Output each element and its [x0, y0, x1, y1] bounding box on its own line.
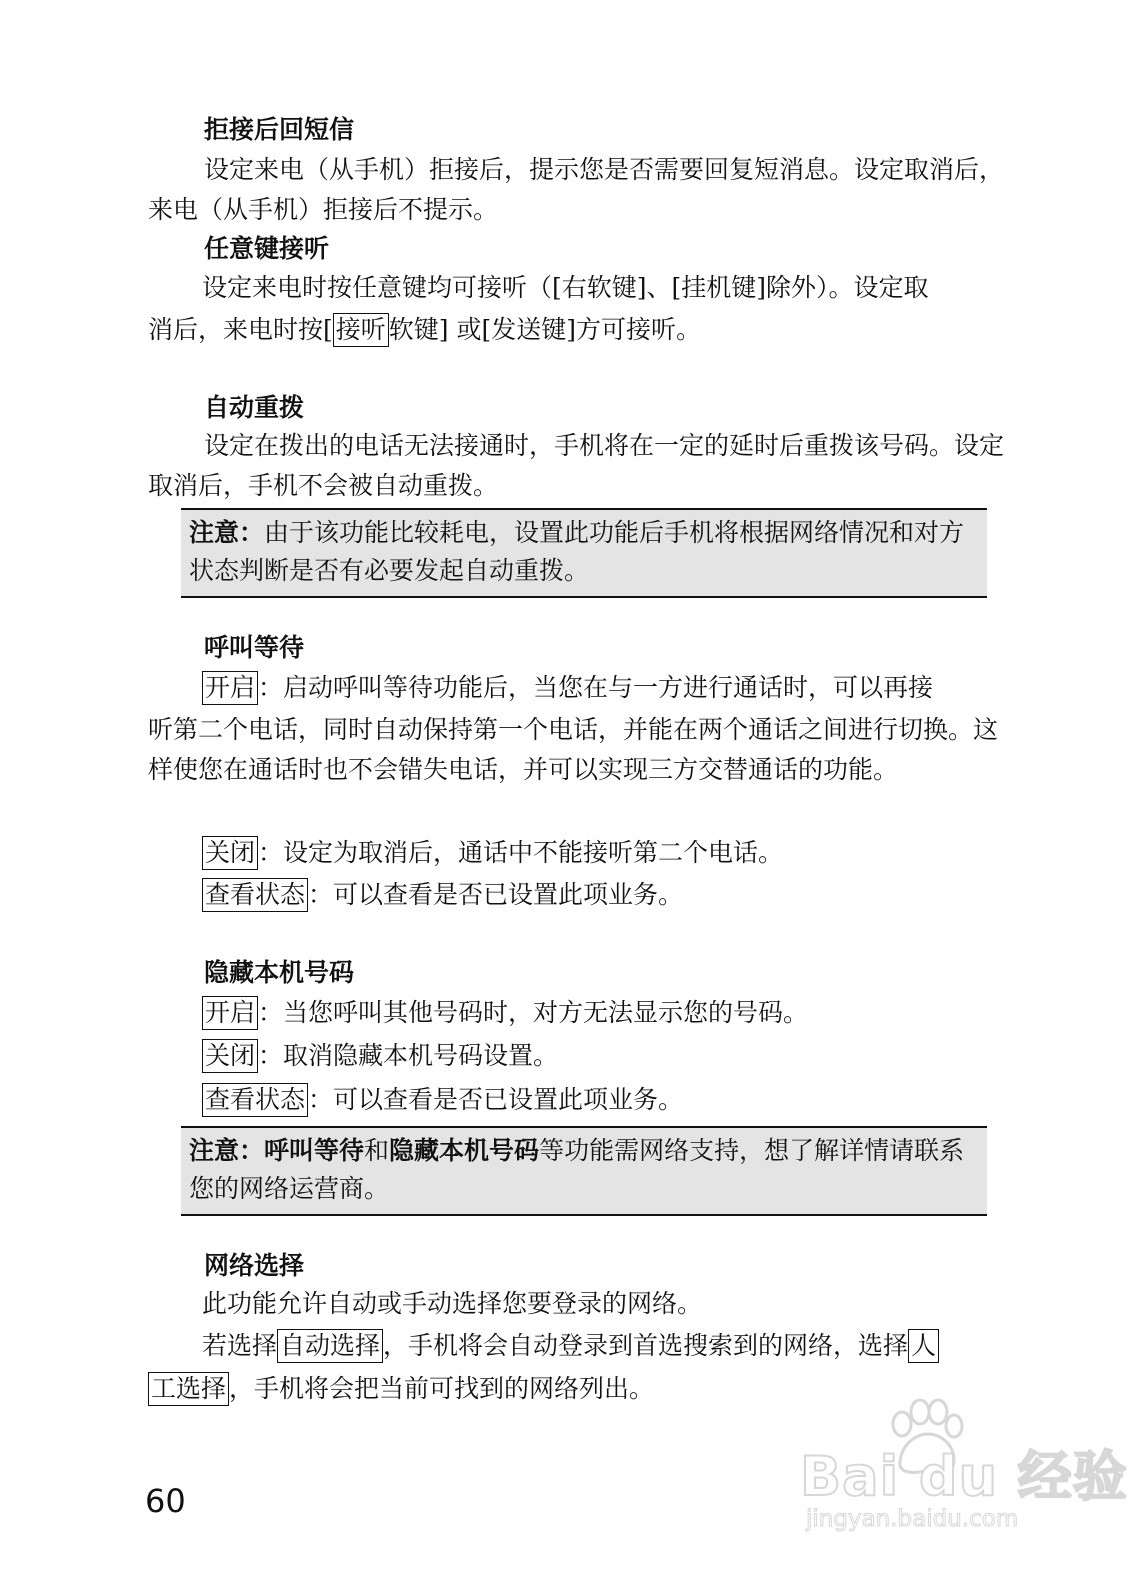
- hide-number-off-text: ：取消隐藏本机号码设置。: [258, 1041, 559, 1070]
- hide-number-off-line: [202, 1036, 1022, 1076]
- note-label: 注意：: [189, 518, 265, 547]
- call-waiting-on-desc: 听第二个电话，同时自动保持第一个电话，并能在两个通话之间进行切换。这样使您在通话时也不会错失电话，并可以实现三方交替通话的功能。: [148, 715, 999, 784]
- any-key-line1: 设定来电时按任意键均可接听（[右软键]、[挂机键]除外）。设定取: [202, 273, 929, 302]
- call-waiting-status-line: [202, 875, 1022, 915]
- call-waiting-on-text: ：启动呼叫等待功能后，当您在与一方进行通话时，可以再接: [258, 673, 934, 702]
- note-auto-redial: [181, 508, 987, 598]
- hide-number-on-text: ：当您呼叫其他号码时，对方无法显示您的号码。: [258, 998, 809, 1027]
- hide-number-status-box: 查看状态: [202, 1083, 308, 1117]
- hide-number-status-line: [202, 1080, 1022, 1120]
- watermark-url: jingyan.baidu.com: [806, 1506, 1019, 1532]
- note-bold-call-waiting: 呼叫等待: [264, 1136, 365, 1165]
- any-key-line2: [148, 310, 1018, 350]
- any-key-text-a: 消后，来电时按[: [148, 315, 333, 344]
- heading-reject-sms: 拒接后回短信: [204, 115, 355, 144]
- network-text-b: ，手机将会自动登录到首选搜索到的网络，选择: [383, 1331, 909, 1360]
- note-network-support: [181, 1126, 987, 1216]
- manual-select-box-end: 工选择: [148, 1372, 229, 1406]
- hide-number-on-box: 开启: [202, 996, 258, 1030]
- call-waiting-off-text: ：设定为取消后，通话中不能接听第二个电话。: [258, 838, 784, 867]
- note-text: 由于该功能比较耗电，设置此功能后手机将根据网络情况和对方状态判断是否有必要发起自动重拨。: [189, 518, 965, 585]
- baidu-watermark: [800, 1398, 1128, 1548]
- watermark-brand: Bai du 经验: [800, 1445, 1128, 1508]
- manual-select-box-start: 人: [908, 1329, 939, 1363]
- call-waiting-off-line: [202, 833, 1022, 873]
- note-bold-hide-number: 隐藏本机号码: [389, 1136, 540, 1165]
- note-mid: 和: [364, 1136, 390, 1165]
- note-label: 注意：: [189, 1136, 265, 1165]
- call-waiting-on-line: [202, 668, 1022, 708]
- auto-redial-body: 设定在拨出的电话无法接通时，手机将在一定的延时后重拨该号码。设定取消后，手机不会被自动重拨。: [148, 431, 1005, 500]
- network-intro: 此功能允许自动或手动选择您要登录的网络。: [202, 1289, 703, 1318]
- heading-call-waiting: 呼叫等待: [204, 633, 305, 662]
- heading-hide-number: 隐藏本机号码: [204, 958, 355, 987]
- page-number: 60: [145, 1482, 186, 1520]
- call-waiting-off-box: 关闭: [202, 836, 258, 870]
- answer-key-box: 接听: [333, 313, 389, 347]
- heading-any-key: 任意键接听: [204, 234, 330, 263]
- call-waiting-status-text: ：可以查看是否已设置此项业务。: [308, 880, 684, 909]
- call-waiting-on-box: 开启: [202, 671, 258, 705]
- any-key-text-b: 软键] 或[发送键]方可接听。: [388, 315, 701, 344]
- heading-auto-redial: 自动重拨: [204, 393, 305, 422]
- network-text-c: ，手机将会把当前可找到的网络列出。: [229, 1374, 655, 1403]
- hide-number-off-box: 关闭: [202, 1039, 258, 1073]
- auto-select-box: 自动选择: [277, 1329, 383, 1363]
- network-line1: [202, 1326, 1022, 1366]
- network-text-a: 若选择: [202, 1331, 278, 1360]
- hide-number-status-text: ：可以查看是否已设置此项业务。: [308, 1085, 684, 1114]
- reject-sms-body: 设定来电（从手机）拒接后，提示您是否需要回复短消息。设定取消后，来电（从手机）拒接后不提示。: [148, 155, 1005, 224]
- hide-number-on-line: [202, 993, 1022, 1033]
- heading-network: 网络选择: [204, 1251, 305, 1280]
- note-text: 等功能需网络支持，想了解详情请联系您的网络运营商。: [189, 1136, 965, 1203]
- call-waiting-status-box: 查看状态: [202, 878, 308, 912]
